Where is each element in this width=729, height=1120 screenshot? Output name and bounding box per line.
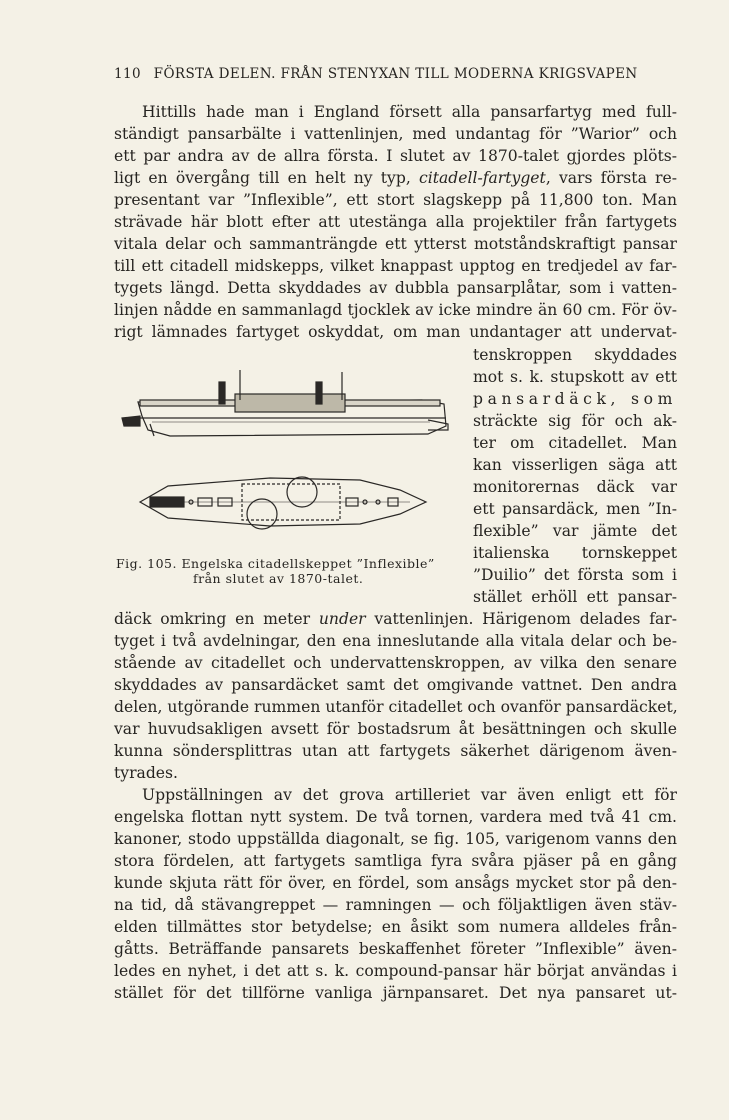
text-line: stället för det tillförne vanliga järnpansaret. Det nya pansaret ut- [114, 984, 677, 1002]
column-line: sträckte sig för och ak- [473, 412, 677, 430]
column-line: italienska tornskeppet [473, 544, 677, 562]
text-line: stående av citadellet och undervattenskroppen, av vilka den senare [114, 654, 677, 672]
column-line: ett pansardäck, men ”In- [473, 500, 677, 518]
text-line: skyddades av pansardäcket samt det omgivande vattnet. Den andra [114, 676, 677, 694]
column-line: ”Duilio” det första som i [473, 566, 677, 584]
column-line: tenskroppen skyddades [473, 346, 677, 364]
text-line: ständigt pansarbälte i vattenlinjen, med undantag för ”Warior” och [114, 125, 677, 143]
text-line: tyget i två avdelningar, den ena inneslutande alla vitala delar och be- [114, 632, 677, 650]
column-line: ter om citadellet. Man [473, 434, 677, 452]
caption-line: Engelska citadellskeppet ”Inflexible” [181, 556, 435, 571]
text-line: var huvudsakligen avsett för bostadsrum åt besättningen och skulle [114, 720, 677, 738]
text-line: Uppställningen av det grova artilleriet var även enligt ett för [142, 786, 677, 804]
running-header [114, 66, 674, 82]
text-line: stora fördelen, att fartygets samtliga fyra svåra pjäser på en gång [114, 852, 677, 870]
figure-label: Fig. 105. [116, 556, 177, 571]
text-line: rigt lämnades fartyget oskyddat, om man undantager att undervat- [114, 323, 677, 341]
text-line: kanoner, stodo uppställda diagonalt, se fig. 105, varigenom vanns den [114, 830, 677, 848]
ship-illustration [110, 360, 460, 570]
ship-deck-plan [140, 477, 426, 529]
column-line: flexible” var jämte det [473, 522, 677, 540]
text-line: däck omkring en meter under vattenlinjen. Härigenom delades far- [114, 610, 677, 628]
text-line: ledes en nyhet, i det att s. k. compound-pansar här börjat användas i [114, 962, 677, 980]
text-line: elden tillmättes stor betydelse; en åsikt som numera alldeles från- [114, 918, 677, 936]
column-line: pansardäck, som [473, 390, 677, 408]
text-line: tyrades. [114, 764, 178, 782]
column-line: kan visserligen säga att [473, 456, 677, 474]
page-number: 110 [114, 66, 141, 82]
text-line: kunna söndersplittras utan att fartygets säkerhet därigenom även- [114, 742, 677, 760]
text-line: vitala delar och sammanträngde ett ytterst motståndskraftigt pansar [114, 235, 677, 253]
text-line: tygets längd. Detta skyddades av dubbla pansarplåtar, som i vatten- [114, 279, 677, 297]
text-line: ett par andra av de allra första. I slutet av 1870-talet gjordes plöts- [114, 147, 677, 165]
text-line: ligt en övergång till en helt ny typ, citadell-fartyget, vars första re- [114, 169, 677, 187]
text-line: Hittills hade man i England försett alla pansarfartyg med full- [142, 103, 677, 121]
text-line: till ett citadell midskepps, vilket knappast upptog en tredjedel av far- [114, 257, 677, 275]
text-line: engelska flottan nytt system. De två tornen, vardera med två 41 cm. [114, 808, 677, 826]
text-line: gåtts. Beträffande pansarets beskaffenhet företer ”Inflexible” även- [114, 940, 677, 958]
running-title: FÖRSTA DELEN. FRÅN STENYXAN TILL MODERNA KRIGSVAPEN [153, 66, 638, 82]
text-line: strävade här blott efter att utestänga alla projektiler från fartygets [114, 213, 677, 231]
column-line: mot s. k. stupskott av ett [473, 368, 677, 386]
emphasis-term: citadell-fartyget [418, 169, 546, 187]
text-line: linjen nådde en sammanlagd tjocklek av icke mindre än 60 cm. För öv- [114, 301, 677, 319]
column-line: monitorernas däck var [473, 478, 677, 496]
column-line: stället erhöll ett pansar- [473, 588, 677, 606]
ship-side-elevation [122, 370, 448, 436]
emphasis-term: under [318, 610, 366, 628]
caption-line: från slutet av 1870-talet. [193, 571, 364, 586]
text-line: presentant var ”Inflexible”, ett stort slagskepp på 11,800 ton. Man [114, 191, 677, 209]
text-line: na tid, då stävangreppet — ramningen — och följaktligen även stäv- [114, 896, 677, 914]
figure-caption [116, 556, 466, 586]
text-line: delen, utgörande rummen utanför citadellet och ovanför pansardäcket, [114, 698, 678, 716]
text-line: kunde skjuta rätt för över, en fördel, som ansågs mycket stor på den- [114, 874, 677, 892]
